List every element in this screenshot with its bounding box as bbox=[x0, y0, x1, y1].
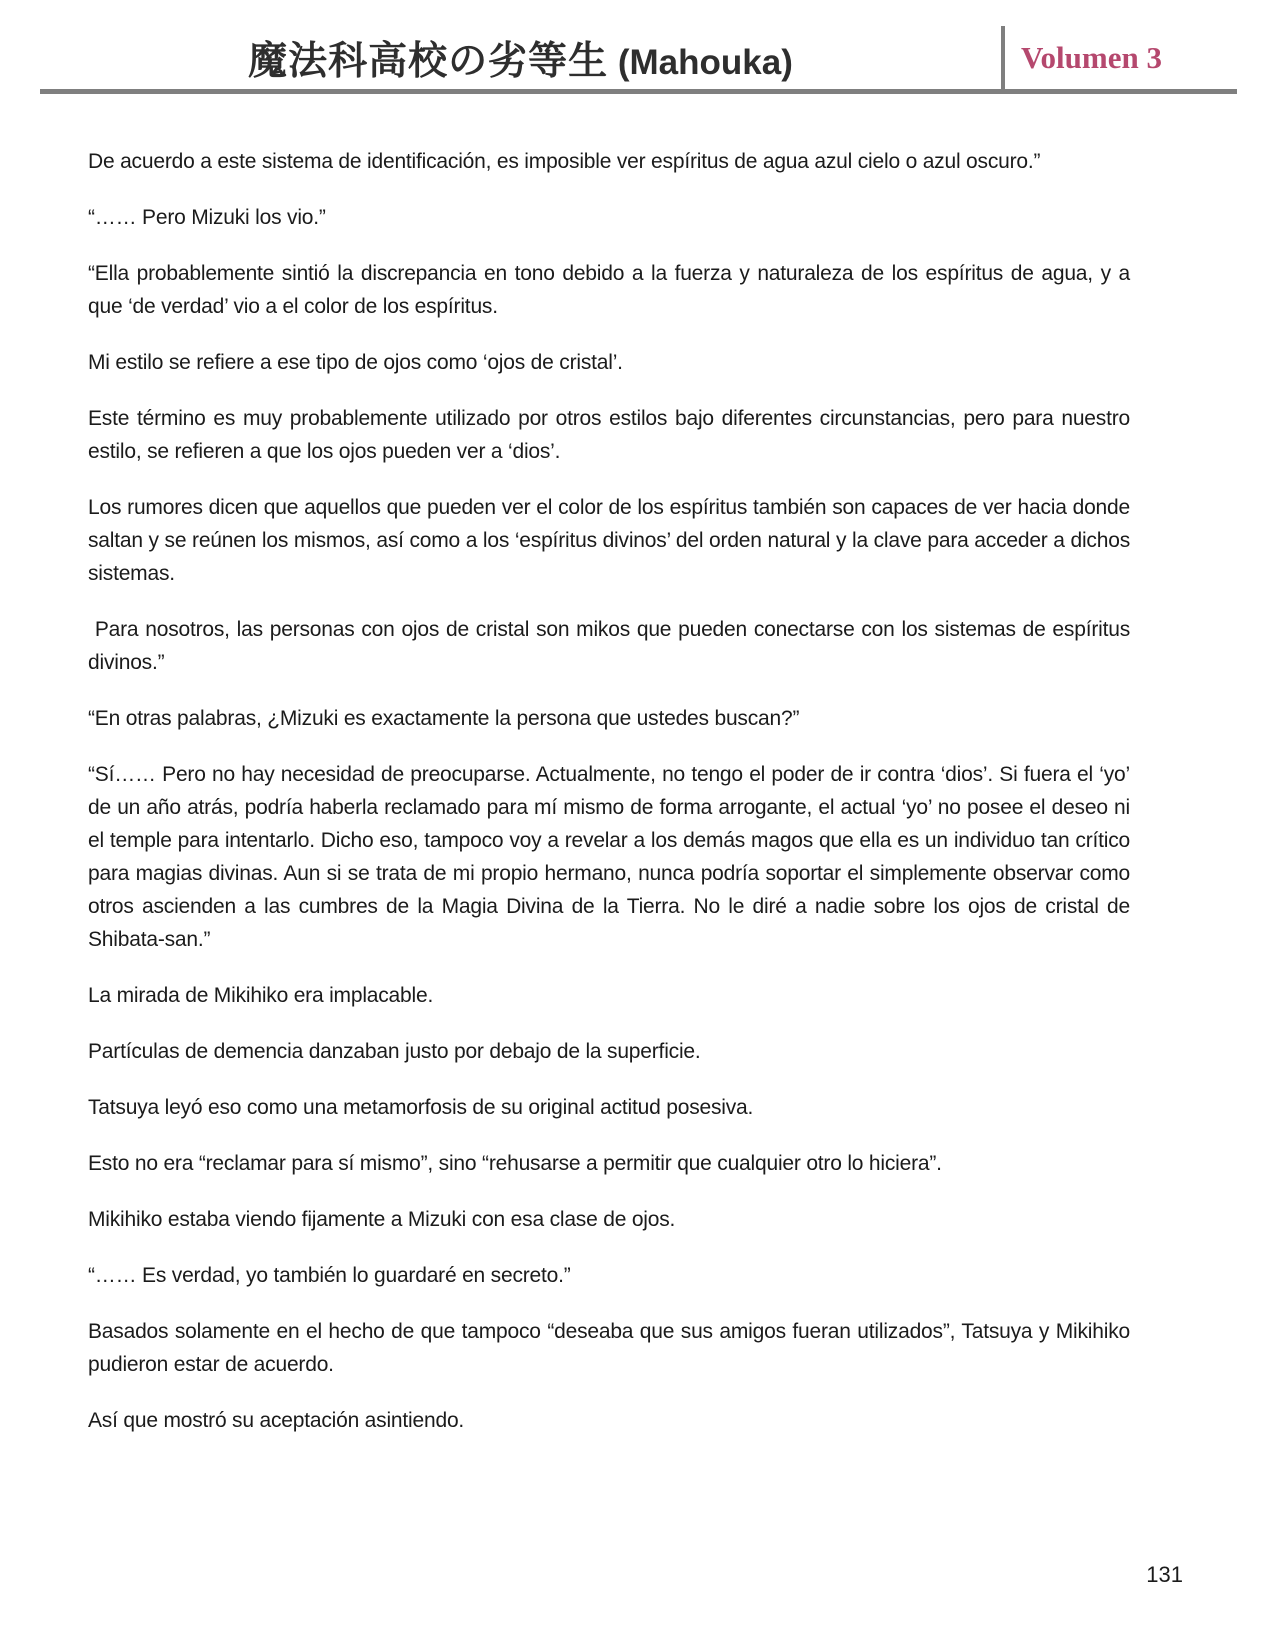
paragraph: Tatsuya leyó eso como una metamorfosis de su original actitud posesiva. bbox=[88, 1096, 754, 1119]
page-body bbox=[88, 145, 1136, 1460]
paragraph: “Sí…… Pero no hay necesidad de preocuparse. Actualmente, no tengo el poder de ir contra ‘dios’. Si fuera el ‘yo’ de un año atrás, podría haberla reclamado para mí mismo de forma arrogante, el actual ‘yo’ no posee el deseo ni el temple para intentarlo. Dicho eso, tampoco voy a revelar a los demás magos que ella es un individuo tan crítico para magias divinas. Aun si se trata de mi propio hermano, nunca podría soportar el simplemente observar como otros ascienden a las cumbres de la Magia Divina de la Tierra. No le diré a nadie sobre los ojos de cristal de Shibata-san.” bbox=[88, 763, 1136, 951]
paragraph: Esto no era “reclamar para sí mismo”, sino “rehusarse a permitir que cualquier otro lo hiciera”. bbox=[88, 1152, 942, 1175]
paragraph: Para nosotros, las personas con ojos de cristal son mikos que pueden conectarse con los sistemas de espíritus divinos.” bbox=[88, 618, 1136, 674]
paragraph: De acuerdo a este sistema de identificación, es imposible ver espíritus de agua azul cielo o azul oscuro.” bbox=[88, 150, 1041, 173]
paragraph: “Ella probablemente sintió la discrepancia en tono debido a la fuerza y naturaleza de los espíritus de agua, y a que ‘de verdad’ vio a el color de los espíritus. bbox=[88, 262, 1136, 318]
page-number: 131 bbox=[1146, 1562, 1183, 1587]
paragraph: Mikihiko estaba viendo fijamente a Mizuki con esa clase de ojos. bbox=[88, 1208, 676, 1231]
header-volume-area bbox=[1005, 26, 1237, 90]
volume-label: Volumen 3 bbox=[1021, 40, 1162, 75]
book-title-japanese: 魔法科高校の劣等生 bbox=[248, 38, 609, 84]
page-title bbox=[248, 30, 793, 86]
book-title-latin: (Mahouka) bbox=[608, 43, 793, 82]
paragraph: “…… Es verdad, yo también lo guardaré en secreto.” bbox=[88, 1264, 571, 1287]
header-title-area bbox=[40, 26, 1001, 90]
paragraph: Partículas de demencia danzaban justo por debajo de la superficie. bbox=[88, 1040, 701, 1063]
header-rule bbox=[40, 89, 1237, 94]
paragraph: Mi estilo se refiere a ese tipo de ojos como ‘ojos de cristal’. bbox=[88, 351, 623, 374]
paragraph: Basados solamente en el hecho de que tampoco “deseaba que sus amigos fueran utilizados”, Tatsuya y Mikihiko pudieron estar de acuerdo. bbox=[88, 1320, 1136, 1376]
paragraph: Los rumores dicen que aquellos que pueden ver el color de los espíritus también son capaces de ver hacia donde saltan y se reúnen los mismos, así como a los ‘espíritus divinos’ del orden natural y la clave para acceder a dichos sistemas. bbox=[88, 496, 1136, 585]
page-header bbox=[40, 26, 1237, 90]
paragraph: Así que mostró su aceptación asintiendo. bbox=[88, 1409, 465, 1432]
paragraph: Este término es muy probablemente utilizado por otros estilos bajo diferentes circunstancias, pero para nuestro estilo, se refieren a que los ojos pueden ver a ‘dios’. bbox=[88, 407, 1136, 463]
paragraph: “En otras palabras, ¿Mizuki es exactamente la persona que ustedes buscan?” bbox=[88, 707, 800, 730]
paragraph: “…… Pero Mizuki los vio.” bbox=[88, 206, 326, 229]
paragraph: La mirada de Mikihiko era implacable. bbox=[88, 984, 434, 1007]
